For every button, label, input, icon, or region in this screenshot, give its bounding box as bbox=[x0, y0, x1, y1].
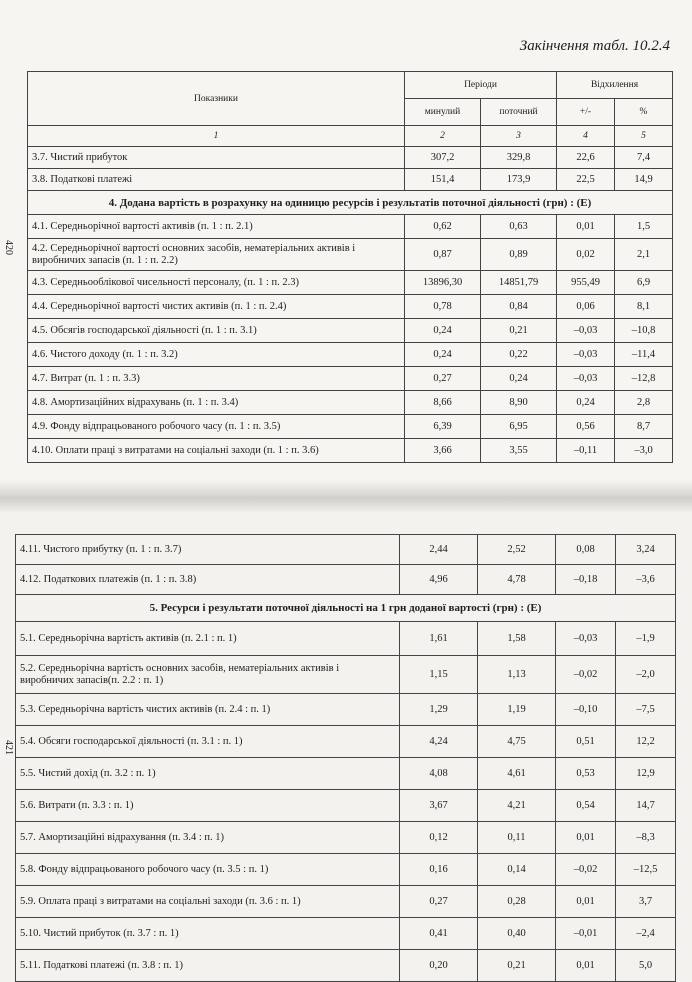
row-name: 5.3. Середньорічна вартість чистих активів (п. 2.4 : п. 1) bbox=[16, 694, 400, 726]
value-deviation-pct: –8,3 bbox=[616, 822, 676, 854]
table-row bbox=[28, 147, 673, 169]
row-name: 3.7. Чистий прибуток bbox=[28, 147, 405, 169]
value-deviation-pct: 14,7 bbox=[616, 790, 676, 822]
value-current: 4,75 bbox=[478, 726, 556, 758]
value-previous: 8,66 bbox=[405, 391, 481, 415]
page-fold bbox=[0, 480, 692, 512]
row-name: 5.1. Середньорічна вартість активів (п. 2.1 : п. 1) bbox=[16, 622, 400, 656]
value-deviation-abs: –0,18 bbox=[556, 565, 616, 595]
row-name: 4.8. Амортизаційних відрахувань (п. 1 : п. 3.4) bbox=[28, 391, 405, 415]
row-name: 4.6. Чистого доходу (п. 1 : п. 3.2) bbox=[28, 343, 405, 367]
header-deviation: Відхилення bbox=[557, 72, 673, 99]
value-deviation-pct: 2,8 bbox=[615, 391, 673, 415]
value-current: 0,84 bbox=[481, 295, 557, 319]
value-current: 1,58 bbox=[478, 622, 556, 656]
value-deviation-abs: –0,02 bbox=[556, 656, 616, 694]
value-current: 2,52 bbox=[478, 535, 556, 565]
value-current: 0,21 bbox=[478, 950, 556, 982]
row-name: 5.2. Середньорічна вартість основних засобів, нематеріальних активів і виробничих запасів(п. 2.2 : п. 1) bbox=[16, 656, 400, 694]
value-deviation-abs: 0,08 bbox=[556, 535, 616, 565]
table-row bbox=[28, 391, 673, 415]
value-deviation-pct: 1,5 bbox=[615, 215, 673, 239]
value-deviation-pct: –2,4 bbox=[616, 918, 676, 950]
table-row bbox=[16, 950, 676, 982]
value-deviation-pct: 3,24 bbox=[616, 535, 676, 565]
value-deviation-abs: –0,03 bbox=[557, 319, 615, 343]
value-deviation-pct: –2,0 bbox=[616, 656, 676, 694]
row-name: 5.8. Фонду відпрацьованого робочого часу (п. 3.5 : п. 1) bbox=[16, 854, 400, 886]
value-current: 4,21 bbox=[478, 790, 556, 822]
value-deviation-pct: –10,8 bbox=[615, 319, 673, 343]
value-previous: 3,66 bbox=[405, 439, 481, 463]
table-row bbox=[16, 656, 676, 694]
value-current: 0,21 bbox=[481, 319, 557, 343]
value-deviation-abs: –0,02 bbox=[556, 854, 616, 886]
value-deviation-pct: 14,9 bbox=[615, 169, 673, 191]
table-lower bbox=[15, 534, 676, 982]
table-row bbox=[16, 535, 676, 565]
row-name: 4.2. Середньорічної вартості основних засобів, нематеріальних активів і виробничих запасів (п. 1 : п. 2.2) bbox=[28, 239, 405, 271]
table-row bbox=[16, 822, 676, 854]
value-previous: 2,44 bbox=[400, 535, 478, 565]
table-row bbox=[28, 239, 673, 271]
page-number-top: 420 bbox=[3, 240, 14, 255]
table-upper bbox=[27, 71, 673, 463]
value-deviation-abs: 0,56 bbox=[557, 415, 615, 439]
value-current: 329,8 bbox=[481, 147, 557, 169]
row-name: 4.12. Податкових платежів (п. 1 : п. 3.8) bbox=[16, 565, 400, 595]
value-previous: 4,24 bbox=[400, 726, 478, 758]
value-current: 0,40 bbox=[478, 918, 556, 950]
header-plus-minus: +/- bbox=[557, 99, 615, 126]
table-row bbox=[16, 758, 676, 790]
value-current: 0,14 bbox=[478, 854, 556, 886]
table-row bbox=[28, 367, 673, 391]
value-deviation-pct: 12,2 bbox=[616, 726, 676, 758]
value-deviation-abs: 0,51 bbox=[556, 726, 616, 758]
value-deviation-abs: –0,01 bbox=[556, 918, 616, 950]
table-row bbox=[16, 854, 676, 886]
section-5-title: 5. Ресурси і результати поточної діяльності на 1 грн доданої вартості (грн) : (Е) bbox=[16, 595, 676, 622]
value-previous: 1,61 bbox=[400, 622, 478, 656]
value-previous: 0,27 bbox=[405, 367, 481, 391]
value-deviation-abs: –0,03 bbox=[557, 343, 615, 367]
value-deviation-pct: –3,6 bbox=[616, 565, 676, 595]
value-deviation-abs: 0,06 bbox=[557, 295, 615, 319]
col-number: 1 bbox=[28, 126, 405, 147]
value-previous: 4,08 bbox=[400, 758, 478, 790]
value-current: 6,95 bbox=[481, 415, 557, 439]
row-name: 5.9. Оплата праці з витратами на соціальні заходи (п. 3.6 : п. 1) bbox=[16, 886, 400, 918]
row-name: 4.1. Середньорічної вартості активів (п. 1 : п. 2.1) bbox=[28, 215, 405, 239]
header-current: поточний bbox=[481, 99, 557, 126]
value-deviation-abs: 22,5 bbox=[557, 169, 615, 191]
value-previous: 0,24 bbox=[405, 319, 481, 343]
value-deviation-pct: –12,8 bbox=[615, 367, 673, 391]
header-previous: минулий bbox=[405, 99, 481, 126]
value-previous: 0,78 bbox=[405, 295, 481, 319]
value-current: 8,90 bbox=[481, 391, 557, 415]
value-deviation-pct: 3,7 bbox=[616, 886, 676, 918]
value-deviation-abs: –0,11 bbox=[557, 439, 615, 463]
value-deviation-pct: –1,9 bbox=[616, 622, 676, 656]
row-name: 5.10. Чистий прибуток (п. 3.7 : п. 1) bbox=[16, 918, 400, 950]
table-row bbox=[28, 439, 673, 463]
value-deviation-pct: 6,9 bbox=[615, 271, 673, 295]
value-previous: 307,2 bbox=[405, 147, 481, 169]
value-deviation-abs: 0,24 bbox=[557, 391, 615, 415]
table-row bbox=[16, 622, 676, 656]
value-previous: 4,96 bbox=[400, 565, 478, 595]
row-name: 5.11. Податкові платежі (п. 3.8 : п. 1) bbox=[16, 950, 400, 982]
value-current: 0,89 bbox=[481, 239, 557, 271]
value-deviation-abs: 0,53 bbox=[556, 758, 616, 790]
rows-section3 bbox=[28, 147, 673, 191]
value-previous: 6,39 bbox=[405, 415, 481, 439]
rows-section4 bbox=[28, 215, 673, 463]
value-deviation-abs: 0,01 bbox=[557, 215, 615, 239]
row-name: 5.4. Обсяги господарської діяльності (п. 3.1 : п. 1) bbox=[16, 726, 400, 758]
table-row bbox=[28, 295, 673, 319]
value-previous: 0,87 bbox=[405, 239, 481, 271]
value-previous: 151,4 bbox=[405, 169, 481, 191]
value-current: 0,24 bbox=[481, 367, 557, 391]
value-current: 14851,79 bbox=[481, 271, 557, 295]
value-previous: 1,29 bbox=[400, 694, 478, 726]
value-deviation-pct: –11,4 bbox=[615, 343, 673, 367]
value-current: 0,22 bbox=[481, 343, 557, 367]
table-row bbox=[16, 886, 676, 918]
value-deviation-pct: 5,0 bbox=[616, 950, 676, 982]
table-caption: Закінчення табл. 10.2.4 bbox=[519, 38, 670, 54]
value-deviation-abs: 0,02 bbox=[557, 239, 615, 271]
row-name: 4.4. Середньорічної вартості чистих активів (п. 1 : п. 2.4) bbox=[28, 295, 405, 319]
value-previous: 0,27 bbox=[400, 886, 478, 918]
value-previous: 13896,30 bbox=[405, 271, 481, 295]
value-current: 1,19 bbox=[478, 694, 556, 726]
value-current: 3,55 bbox=[481, 439, 557, 463]
section-4-title: 4. Додана вартість в розрахунку на одиницю ресурсів і результатів поточної діяльності (грн) : (Е) bbox=[28, 191, 673, 215]
value-previous: 0,24 bbox=[405, 343, 481, 367]
row-name: 4.9. Фонду відпрацьованого робочого часу (п. 1 : п. 3.5) bbox=[28, 415, 405, 439]
value-previous: 0,62 bbox=[405, 215, 481, 239]
value-current: 4,61 bbox=[478, 758, 556, 790]
value-deviation-pct: 2,1 bbox=[615, 239, 673, 271]
row-name: 5.7. Амортизаційні відрахування (п. 3.4 : п. 1) bbox=[16, 822, 400, 854]
value-deviation-abs: 0,54 bbox=[556, 790, 616, 822]
value-deviation-pct: 7,4 bbox=[615, 147, 673, 169]
col-number: 3 bbox=[481, 126, 557, 147]
value-current: 4,78 bbox=[478, 565, 556, 595]
value-current: 173,9 bbox=[481, 169, 557, 191]
table-row bbox=[16, 565, 676, 595]
table-row bbox=[28, 319, 673, 343]
row-name: 3.8. Податкові платежі bbox=[28, 169, 405, 191]
value-deviation-abs: –0,10 bbox=[556, 694, 616, 726]
table-row bbox=[28, 343, 673, 367]
header-periods: Періоди bbox=[405, 72, 557, 99]
row-name: 4.11. Чистого прибутку (п. 1 : п. 3.7) bbox=[16, 535, 400, 565]
value-current: 0,11 bbox=[478, 822, 556, 854]
table-row bbox=[16, 918, 676, 950]
row-name: 4.10. Оплати праці з витратами на соціальні заходи (п. 1 : п. 3.6) bbox=[28, 439, 405, 463]
rows-section5 bbox=[16, 622, 676, 982]
table-row bbox=[16, 726, 676, 758]
col-number: 2 bbox=[405, 126, 481, 147]
value-deviation-abs: 22,6 bbox=[557, 147, 615, 169]
value-current: 0,63 bbox=[481, 215, 557, 239]
value-previous: 0,41 bbox=[400, 918, 478, 950]
row-name: 4.5. Обсягів господарської діяльності (п. 1 : п. 3.1) bbox=[28, 319, 405, 343]
col-number: 4 bbox=[557, 126, 615, 147]
value-deviation-pct: –3,0 bbox=[615, 439, 673, 463]
value-deviation-abs: 0,01 bbox=[556, 822, 616, 854]
header-indicators: Показники bbox=[28, 72, 405, 126]
value-deviation-abs: –0,03 bbox=[556, 622, 616, 656]
value-previous: 1,15 bbox=[400, 656, 478, 694]
value-deviation-abs: 955,49 bbox=[557, 271, 615, 295]
value-deviation-abs: 0,01 bbox=[556, 950, 616, 982]
value-deviation-pct: 12,9 bbox=[616, 758, 676, 790]
value-previous: 3,67 bbox=[400, 790, 478, 822]
header-percent: % bbox=[615, 99, 673, 126]
row-name: 4.3. Середньооблікової чисельності персоналу, (п. 1 : п. 2.3) bbox=[28, 271, 405, 295]
row-name: 5.5. Чистий дохід (п. 3.2 : п. 1) bbox=[16, 758, 400, 790]
table-row bbox=[28, 271, 673, 295]
col-number: 5 bbox=[615, 126, 673, 147]
value-deviation-pct: –12,5 bbox=[616, 854, 676, 886]
table-row bbox=[16, 694, 676, 726]
value-deviation-pct: 8,7 bbox=[615, 415, 673, 439]
value-previous: 0,16 bbox=[400, 854, 478, 886]
value-current: 0,28 bbox=[478, 886, 556, 918]
table-row bbox=[28, 169, 673, 191]
rows-section4-continued bbox=[16, 535, 676, 595]
row-name: 5.6. Витрати (п. 3.3 : п. 1) bbox=[16, 790, 400, 822]
table-row bbox=[16, 790, 676, 822]
row-name: 4.7. Витрат (п. 1 : п. 3.3) bbox=[28, 367, 405, 391]
value-deviation-abs: 0,01 bbox=[556, 886, 616, 918]
value-deviation-pct: 8,1 bbox=[615, 295, 673, 319]
value-current: 1,13 bbox=[478, 656, 556, 694]
page-number-bottom: 421 bbox=[3, 740, 14, 755]
table-row bbox=[28, 415, 673, 439]
value-deviation-abs: –0,03 bbox=[557, 367, 615, 391]
table-row bbox=[28, 215, 673, 239]
value-previous: 0,12 bbox=[400, 822, 478, 854]
value-previous: 0,20 bbox=[400, 950, 478, 982]
value-deviation-pct: –7,5 bbox=[616, 694, 676, 726]
